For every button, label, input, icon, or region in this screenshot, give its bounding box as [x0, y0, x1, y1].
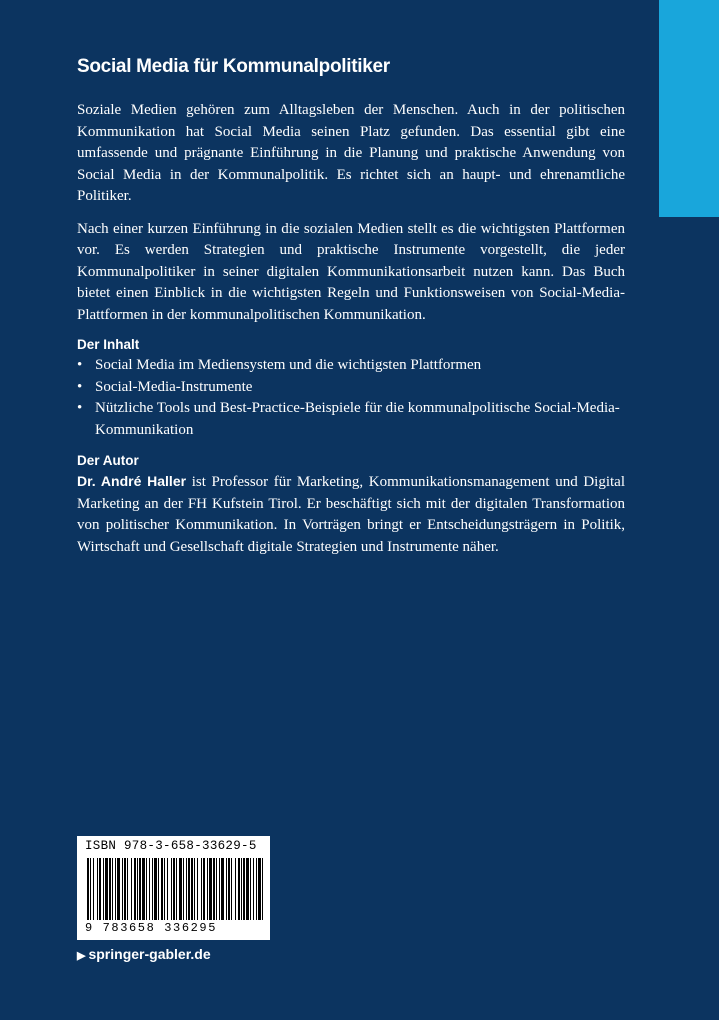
contents-item-text: Social-Media-Instrumente — [95, 378, 253, 395]
book-title: Social Media für Kommunalpolitiker — [77, 56, 390, 77]
barcode-bar — [258, 858, 261, 920]
barcode-bar — [238, 858, 240, 920]
contents-item-text: Nützliche Tools und Best-Practice-Beispiele für die kommunalpolitische Social-Media-Kommunikation — [95, 400, 620, 438]
barcode-bar — [131, 858, 132, 920]
contents-item — [77, 377, 625, 399]
barcode-bar — [122, 858, 123, 920]
barcode-bar — [161, 858, 163, 920]
contents-list — [77, 355, 625, 441]
contents-item — [77, 355, 625, 377]
barcode-bar — [262, 858, 263, 920]
barcode-bar — [207, 858, 208, 920]
barcode-bar — [164, 858, 165, 920]
barcode-bar — [93, 858, 94, 920]
barcode-bar — [127, 858, 128, 920]
barcode-bar — [246, 858, 249, 920]
barcode-bar — [203, 858, 205, 920]
barcode-bar — [241, 858, 242, 920]
barcode-bar — [256, 858, 257, 920]
barcode-bar — [194, 858, 195, 920]
barcode-bar — [90, 858, 91, 920]
isbn-barcode — [77, 836, 270, 940]
barcode-bar — [137, 858, 138, 920]
barcode-bar — [179, 858, 182, 920]
author-bio-text: ist Professor für Marketing, Kommunikationsmanagement und Digital Marketing an der FH Kufstein Tirol. Er beschäftigt sich mit der digitalen Transformation von politischer Kommunikation. In Vorträgen bringt er Entscheidungsträgern in Politik, Wirtschaft und Gesellschaft digitale Strategien und Instrumente näher. — [77, 474, 626, 555]
barcode-bar — [253, 858, 254, 920]
barcode-bar — [173, 858, 175, 920]
barcode-bar — [99, 858, 101, 920]
author-name: Dr. André Haller — [77, 473, 187, 489]
bullet-icon: • — [77, 378, 83, 395]
bullet-icon: • — [77, 400, 83, 416]
barcode-bar — [152, 858, 153, 920]
barcode-bar — [186, 858, 187, 920]
barcode-bar — [191, 858, 193, 920]
barcode-bar — [115, 858, 116, 920]
barcode-bar — [109, 858, 111, 920]
arrow-right-icon: ▶ — [77, 950, 86, 962]
barcode-bar — [142, 858, 145, 920]
author-bio — [77, 471, 625, 558]
barcode-bar — [139, 858, 141, 920]
publisher-url: springer-gabler.de — [88, 946, 211, 962]
back-cover-content — [77, 56, 625, 569]
barcode-bar — [103, 858, 104, 920]
barcode-bar — [154, 858, 157, 920]
barcode-bar — [243, 858, 245, 920]
barcode-bar — [235, 858, 236, 920]
barcode-bar — [87, 858, 89, 920]
barcode-bar — [105, 858, 108, 920]
barcode-bar — [112, 858, 113, 920]
publisher-link[interactable] — [77, 946, 211, 962]
bullet-icon: • — [77, 357, 83, 373]
barcode-bar — [158, 858, 159, 920]
barcode-bar — [216, 858, 217, 920]
barcode-bar — [197, 858, 198, 920]
author-heading: Der Autor — [77, 453, 139, 468]
barcode-bar — [149, 858, 150, 920]
barcode-bar — [213, 858, 215, 920]
barcode-bar — [228, 858, 230, 920]
barcode-bar — [219, 858, 220, 920]
description-paragraph-2: Nach einer kurzen Einführung in die sozialen Medien stellt es die wichtigsten Plattformen vor. Es werden Strategien und praktische Instrumente vorgestellt, die jeder Kommunalpolitiker in seiner digitalen Kommunikationsarbeit nutzen kann. Das Buch bietet einen Einblick in die wichtigsten Regeln und Funktionsweisen von Social-Media-Plattformen in der kommunalpolitischen Kommunikation. — [77, 220, 625, 323]
contents-item-text: Social Media im Mediensystem und die wichtigsten Plattformen — [95, 357, 482, 373]
barcode-bars — [87, 858, 263, 920]
barcode-bar — [167, 858, 168, 920]
barcode-bar — [250, 858, 251, 920]
description-paragraph-1: Soziale Medien gehören zum Alltagsleben der Menschen. Auch in der politischen Kommunikation hat Social Media seinen Platz gefunden. Das essential gibt eine umfassende und prägnante Einführung in die Planung und praktische Anwendung von Social Media in der Kommunalpolitik. Es richtet sich an haupt- und ehrenamtliche Politiker. — [77, 102, 625, 204]
barcode-bar — [231, 858, 232, 920]
cover-accent-tab — [659, 0, 719, 217]
isbn-digits: 9 783658 336295 — [85, 921, 218, 935]
barcode-bar — [209, 858, 212, 920]
barcode-bar — [176, 858, 177, 920]
barcode-bar — [171, 858, 172, 920]
barcode-bar — [146, 858, 147, 920]
contents-heading: Der Inhalt — [77, 337, 140, 352]
barcode-bar — [201, 858, 202, 920]
barcode-bar — [117, 858, 120, 920]
barcode-bar — [97, 858, 98, 920]
barcode-bar — [183, 858, 184, 920]
barcode-bar — [124, 858, 126, 920]
contents-item — [77, 398, 625, 441]
barcode-bar — [226, 858, 227, 920]
barcode-bar — [134, 858, 136, 920]
barcode-bar — [221, 858, 224, 920]
barcode-bar — [188, 858, 190, 920]
isbn-label: ISBN 978-3-658-33629-5 — [85, 839, 257, 853]
